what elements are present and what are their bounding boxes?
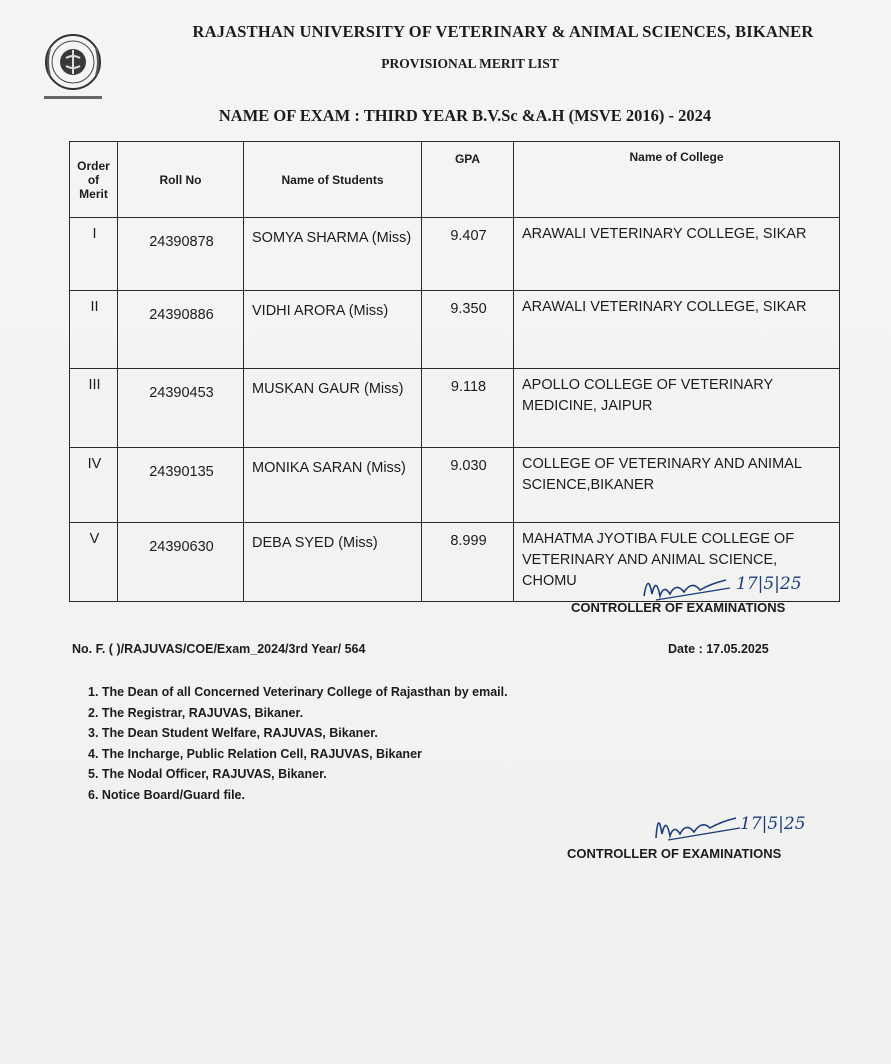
order-cell: I <box>70 218 118 291</box>
college-cell: ARAWALI VETERINARY COLLEGE, SIKAR <box>514 218 840 291</box>
college-cell: MAHATMA JYOTIBA FULE COLLEGE OF VETERINARY AND ANIMAL SCIENCE, CHOMU <box>514 523 840 602</box>
gpa-cell: 9.118 <box>422 369 514 448</box>
gpa-header: GPA <box>422 142 514 218</box>
list-item: 6. Notice Board/Guard file. <box>88 787 245 802</box>
college-header: Name of College <box>514 142 840 218</box>
college-cell: APOLLO COLLEGE OF VETERINARY MEDICINE, JAIPUR <box>514 369 840 448</box>
exam-title: NAME OF EXAM : THIRD YEAR B.V.Sc &A.H (MSVE 2016) - 2024 <box>218 106 712 125</box>
roll-header: Roll No <box>118 142 244 218</box>
name-cell: DEBA SYED (Miss) <box>244 523 422 602</box>
order-header: Order of Merit <box>70 142 118 218</box>
reference-date: Date : 17.05.2025 <box>668 642 769 656</box>
list-item: 2. The Registrar, RAJUVAS, Bikaner. <box>88 705 304 720</box>
name-cell: SOMYA SHARMA (Miss) <box>244 218 422 291</box>
order-cell: V <box>70 523 118 602</box>
university-seal-icon <box>38 28 108 104</box>
order-cell: II <box>70 291 118 369</box>
order-cell: III <box>70 369 118 448</box>
roll-cell: 24390886 <box>118 291 244 369</box>
college-cell: COLLEGE OF VETERINARY AND ANIMAL SCIENCE,BIKANER <box>514 448 840 523</box>
controller-title-2: CONTROLLER OF EXAMINATIONS <box>567 846 782 861</box>
signature-date-1: 17|5|25 <box>736 574 802 594</box>
roll-cell: 24390135 <box>118 448 244 523</box>
roll-cell: 24390453 <box>118 369 244 448</box>
roll-cell: 24390878 <box>118 218 244 291</box>
table-header-row <box>70 142 840 218</box>
gpa-cell: 9.030 <box>422 448 514 523</box>
table-row <box>70 218 840 291</box>
table-row <box>70 291 840 369</box>
gpa-cell: 9.407 <box>422 218 514 291</box>
copy-list <box>88 682 508 805</box>
signature-date-2: 17|5|25 <box>740 814 806 834</box>
name-cell: VIDHI ARORA (Miss) <box>244 291 422 369</box>
name-cell: MONIKA SARAN (Miss) <box>244 448 422 523</box>
university-name: RAJASTHAN UNIVERSITY OF VETERINARY & ANIMAL SCIENCES, BIKANER <box>192 22 814 41</box>
reference-number: No. F. ( )/RAJUVAS/COE/Exam_2024/3rd Year/ 564 <box>72 642 366 656</box>
list-item: 3. The Dean Student Welfare, RAJUVAS, Bikaner. <box>88 726 378 740</box>
gpa-cell: 8.999 <box>422 523 514 602</box>
order-cell: IV <box>70 448 118 523</box>
name-cell: MUSKAN GAUR (Miss) <box>244 369 422 448</box>
list-item: 1. The Dean of all Concerned Veterinary College of Rajasthan by email. <box>88 685 508 699</box>
roll-cell: 24390630 <box>118 523 244 602</box>
college-cell: ARAWALI VETERINARY COLLEGE, SIKAR <box>514 291 840 369</box>
controller-title-1: CONTROLLER OF EXAMINATIONS <box>571 600 786 615</box>
list-title: PROVISIONAL MERIT LIST <box>381 56 559 71</box>
list-item: 4. The Incharge, Public Relation Cell, RAJUVAS, Bikaner <box>88 746 422 761</box>
gpa-cell: 9.350 <box>422 291 514 369</box>
list-item: 5. The Nodal Officer, RAJUVAS, Bikaner. <box>88 767 327 781</box>
merit-table <box>69 141 840 602</box>
table-row <box>70 369 840 448</box>
table-row <box>70 448 840 523</box>
name-header: Name of Students <box>244 142 422 218</box>
